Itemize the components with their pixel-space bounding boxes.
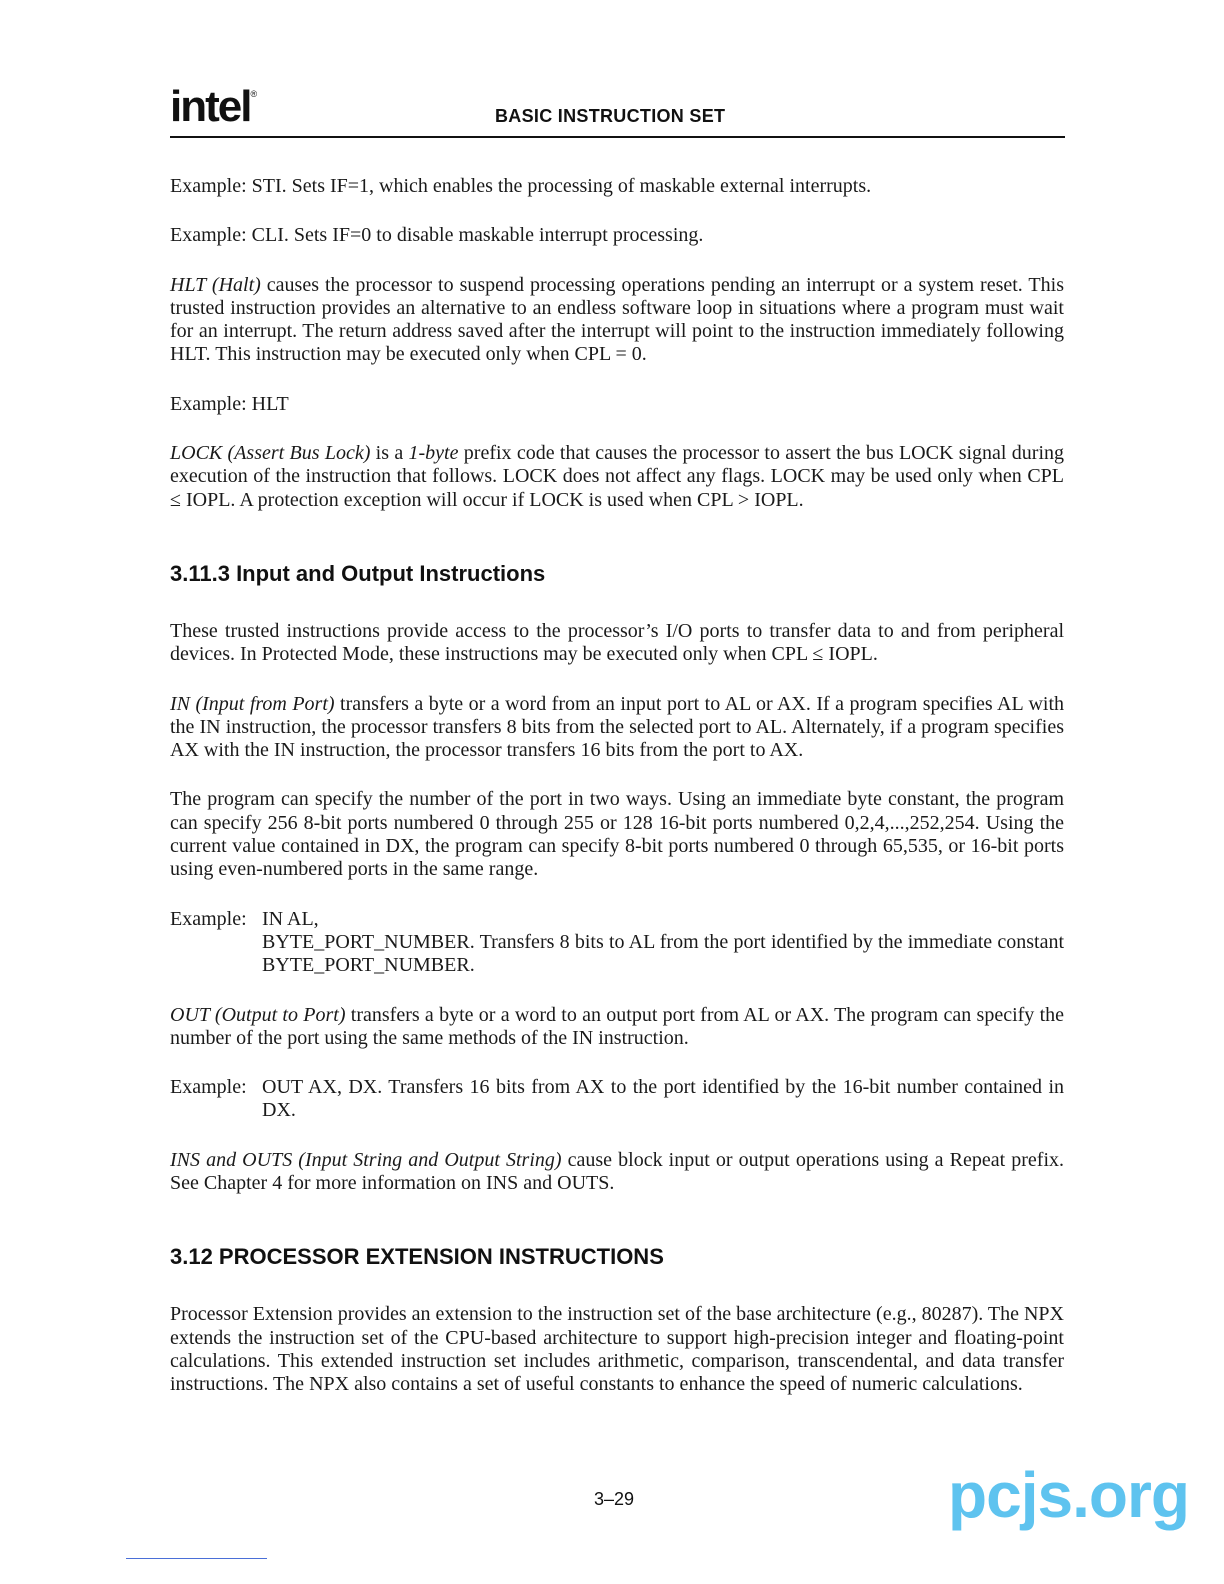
- bottom-rule: [126, 1558, 267, 1559]
- section-heading-processor-extension: 3.12 PROCESSOR EXTENSION INSTRUCTIONS: [170, 1244, 664, 1270]
- page-content: [170, 175, 1064, 1397]
- out-paragraph: [170, 1004, 1064, 1051]
- page-number: 3–29: [594, 1489, 635, 1509]
- in-term: IN (Input from Port): [170, 692, 335, 715]
- cli-example: Example: CLI. Sets IF=0 to disable maskable interrupt processing.: [170, 224, 704, 247]
- ins-paragraph: [170, 1149, 1064, 1196]
- intel-logo: [170, 82, 257, 132]
- hlt-example: Example: HLT: [170, 392, 289, 415]
- section-heading-io: 3.11.3 Input and Output Instructions: [170, 560, 546, 586]
- out-example-label: Example:: [170, 1076, 247, 1099]
- io-intro-paragraph: These trusted instructions provide access to the processor’s I/O ports to transfer data to and from peripheral devices. In Protected Mode, these instructions may be executed only when CPL ≤ IOPL.: [170, 619, 1064, 666]
- lock-text-a: is a: [370, 442, 409, 465]
- logo-registered-mark: ®: [250, 89, 258, 100]
- in-example-line2: BYTE_PORT_NUMBER. Transfers 8 bits to AL from the port identified by the immediate constant BYTE_PORT_NUMBER.: [262, 930, 1064, 977]
- out-term: OUT (Output to Port): [170, 1003, 346, 1026]
- hlt-paragraph: [170, 274, 1064, 367]
- in-example-label: Example:: [170, 907, 247, 930]
- processor-extension-paragraph: Processor Extension provides an extension to the instruction set of the base architecture (e.g., 80287). The NPX extends the instruction set of the CPU-based architecture to support high-precision integer and floating-point calculations. This extended instruction set includes arithmetic, comparison, transcendental, and data transfer instructions. The NPX also contains a set of useful constants to enhance the speed of numeric calculations.: [170, 1303, 1064, 1396]
- logo-text: intel: [170, 82, 251, 131]
- in-example: [170, 908, 1064, 978]
- lock-term-byte: 1-byte: [408, 442, 459, 465]
- out-example-body: OUT AX, DX. Transfers 16 bits from AX to the port identified by the 16-bit number contained in DX.: [262, 1076, 1064, 1122]
- port-paragraph: The program can specify the number of the port in two ways. Using an immediate byte constant, the program can specify 256 8-bit ports numbered 0 through 255 or 128 16-bit ports numbered 0,2,4,...,252,254. Using the current value contained in DX, the program can specify 8-bit ports numbered 0 through 65,535, or 16-bit ports using even-numbered ports in the same range.: [170, 788, 1064, 881]
- ins-term: INS and OUTS (Input String and Output String): [170, 1148, 562, 1171]
- header-rule: [170, 136, 1065, 138]
- ins-text: cause block input or output operations using a Repeat prefix. See Chapter 4 for more information on INS and OUTS.: [170, 1148, 1064, 1195]
- in-example-body: [262, 908, 1064, 978]
- in-example-line1: IN AL,: [262, 907, 319, 930]
- out-text: transfers a byte or a word to an output port from AL or AX. The program can specify the number of the port using the same methods of the IN instruction.: [170, 1003, 1065, 1049]
- out-example: [170, 1076, 1064, 1123]
- hlt-term: HLT (Halt): [170, 273, 261, 296]
- lock-term: LOCK (Assert Bus Lock): [170, 442, 371, 465]
- in-paragraph: [170, 693, 1064, 763]
- lock-paragraph: [170, 442, 1064, 512]
- in-text: transfers a byte or a word from an input port to AL or AX. If a program specifies AL with the IN instruction, the processor transfers 8 bits from the selected port to AL. Alternately, if a program specifies AX with the IN instruction, the processor transfers 16 bits from the port to AX.: [170, 692, 1065, 762]
- pcjs-watermark: pcjs.org: [948, 1459, 1189, 1531]
- hlt-text: causes the processor to suspend processing operations pending an interrupt or a system reset. This trusted instruction provides an alternative to an endless software loop in situations where a program must wait for an interrupt. The return address saved after the interrupt will point to the instruction immediately following HLT. This instruction may be executed only when CPL = 0.: [170, 273, 1064, 366]
- sti-example: Example: STI. Sets IF=1, which enables the processing of maskable external interrupts.: [170, 175, 872, 197]
- lock-text-b: prefix code that causes the processor to assert the bus LOCK signal during execution of the instruction that follows. LOCK does not affect any flags. LOCK may be used only when CPL ≤ IOPL. A protection exception will occur if LOCK is used when CPL > IOPL.: [170, 442, 1065, 511]
- page-header-title: BASIC INSTRUCTION SET: [495, 106, 726, 126]
